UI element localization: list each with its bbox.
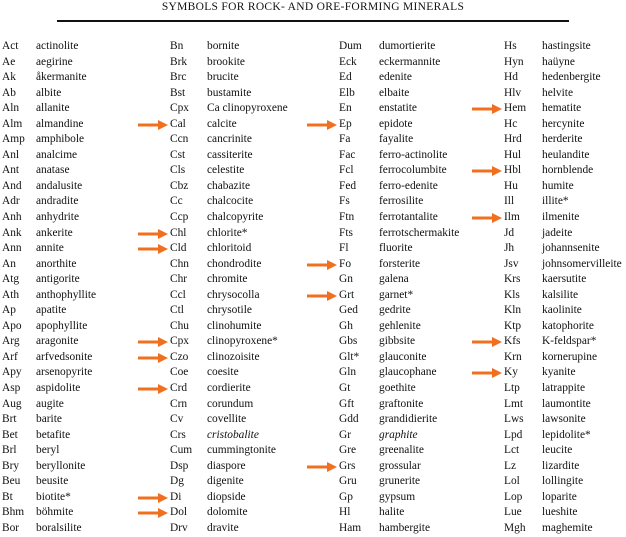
mineral-name: covellite [207,413,247,426]
mineral-symbol: Lpd [504,428,523,441]
mineral-symbol: Gp [339,490,353,503]
mineral-name: hedenbergite [542,71,601,84]
mineral-symbol: Drv [170,521,188,534]
mineral-symbol: Hbl [504,164,522,177]
mineral-symbol: Gh [339,319,353,332]
mineral-symbol: Fl [339,242,349,255]
mineral-symbol: Glt* [339,350,360,363]
mineral-symbol: Gn [339,273,353,286]
highlight-arrow-icon [307,260,337,270]
mineral-name: kyanite [542,366,576,379]
mineral-symbol: Hlv [504,86,522,99]
mineral-name: fayalite [379,133,414,146]
mineral-name: ferrosilite [379,195,424,208]
mineral-symbol: Ann [2,242,22,255]
mineral-symbol: Jh [504,242,515,255]
mineral-symbol: Anl [2,148,20,161]
mineral-symbol: Kln [504,304,522,317]
mineral-name: graftonite [379,397,424,410]
mineral-name: åkermanite [36,71,87,84]
mineral-symbol: Ctl [170,304,184,317]
mineral-symbol: Cv [170,413,184,426]
mineral-name: gibbsite [379,335,416,348]
mineral-symbol: Hrd [504,133,522,146]
mineral-name: andradite [36,195,79,208]
mineral-name: ferro-edenite [379,179,438,192]
mineral-symbol: Ky [504,366,518,379]
mineral-symbol: Bet [2,428,18,441]
mineral-symbol: Grs [339,459,356,472]
highlight-arrow-icon [138,384,168,394]
mineral-name: annite [36,242,64,255]
page-title: SYMBOLS FOR ROCK- AND ORE-FORMING MINERALS [161,1,465,13]
mineral-name: cancrinite [207,133,252,146]
mineral-name: goethite [379,382,416,395]
mineral-name: chalcocite [207,195,254,208]
mineral-symbol: Jd [504,226,515,239]
mineral-name: arfvedsonite [36,350,93,363]
mineral-symbol: Gft [339,397,355,410]
mineral-symbol: Hd [504,71,518,84]
mineral-name: K-feldspar* [542,335,597,348]
mineral-name: amphibole [36,133,85,146]
mineral-symbol: Crd [170,382,188,395]
mineral-symbol: Ktp [504,319,522,332]
mineral-symbol: Arg [2,335,20,348]
mineral-name: anatase [36,164,70,177]
mineral-symbol: Fo [339,257,352,270]
highlight-arrow-icon [307,462,337,472]
mineral-name: ferro-actinolite [379,148,448,161]
mineral-name: clinozoisite [207,350,260,363]
mineral-name: brucite [207,71,239,84]
mineral-symbol: Gru [339,475,357,488]
mineral-name: maghemite [542,521,593,534]
mineral-name: eckermannite [379,55,441,68]
mineral-symbol: Atg [2,273,20,286]
mineral-symbol: Bor [2,521,20,534]
mineral-symbol: Beu [2,475,21,488]
mineral-name: diopside [207,490,246,503]
mineral-symbol: Ath [2,288,20,301]
mineral-symbol: Aug [2,397,22,410]
mineral-symbol: And [2,179,22,192]
mineral-name: bustamite [207,86,252,99]
mineral-name: dravite [207,521,239,534]
mineral-name: lawsonite [542,413,586,426]
mineral-symbol: Kfs [504,335,521,348]
mineral-symbol: Di [170,490,182,503]
mineral-symbol: Ank [2,226,22,239]
mineral-symbol: Cpx [170,335,189,348]
mineral-name: humite [542,179,574,192]
mineral-name: cummingtonite [207,444,276,457]
mineral-symbol: Ed [339,71,352,84]
mineral-name: almandine [36,117,84,130]
mineral-name: corundum [207,397,254,410]
mineral-symbol: Lct [504,444,520,457]
mineral-symbol: Ant [2,164,20,177]
mineral-name: allanite [36,102,70,115]
mineral-symbol: Act [2,40,19,52]
mineral-symbol: Dg [170,475,184,488]
mineral-name: beusite [36,475,69,488]
mineral-name: grandidierite [379,413,438,426]
mineral-symbol: Chl [170,226,187,239]
mineral-name: chrysotile [207,304,252,317]
mineral-name: actinolite [36,40,79,52]
mineral-name: graphite [379,428,418,441]
mineral-symbol: Chn [170,257,189,270]
mineral-symbol: Hyn [504,55,524,68]
mineral-name: chlorite* [207,226,248,239]
mineral-name: dumortierite [379,40,436,52]
mineral-name: halite [379,506,405,519]
mineral-symbol: Hl [339,506,351,519]
mineral-symbol: Cal [170,117,186,130]
highlight-arrow-icon [472,213,502,223]
mineral-name: antigorite [36,273,80,286]
mineral-name: grossular [379,459,421,472]
mineral-name: grunerite [379,475,421,488]
mineral-name: hambergite [379,521,431,534]
mineral-symbol: An [2,257,16,270]
mineral-symbol: Ged [339,304,358,317]
mineral-symbol: Elb [339,86,355,99]
mineral-name: augite [36,397,64,410]
mineral-symbol: Cpx [170,102,189,115]
mineral-name: andalusite [36,179,83,192]
mineral-symbol: Brc [170,71,187,84]
mineral-name: kornerupine [542,350,598,363]
mineral-name: herderite [542,133,583,146]
mineral-symbol: En [339,102,352,115]
mineral-name: digenite [207,475,244,488]
mineral-symbol: Cld [170,242,187,255]
highlight-arrow-icon [138,244,168,254]
mineral-symbol: Aln [2,102,20,115]
mineral-symbol: Lmt [504,397,523,410]
mineral-name: heulandite [542,148,590,161]
mineral-symbol: Czo [170,350,189,363]
highlight-arrow-icon [138,508,168,518]
mineral-symbol: Fa [339,133,351,146]
mineral-symbol: Hem [504,102,527,115]
mineral-symbol: Hc [504,117,518,130]
mineral-symbol: Cls [170,164,186,177]
mineral-symbol: Eck [339,55,357,68]
mineral-symbol: Gt [339,382,351,395]
mineral-name: greenalite [379,444,424,457]
mineral-symbol: Lws [504,413,524,426]
mineral-symbol: Dol [170,506,188,519]
mineral-name: coesite [207,366,239,379]
mineral-symbol: Bt [2,490,13,503]
mineral-symbol: Ep [339,117,352,130]
mineral-name: gedrite [379,304,411,317]
mineral-name: chloritoid [207,242,252,255]
mineral-symbol: Coe [170,366,189,379]
mineral-symbol: Fcl [339,164,354,177]
mineral-symbol: Chu [170,319,189,332]
mineral-name: glauconite [379,350,427,363]
mineral-name: johannsenite [542,242,600,255]
mineral-name: anorthite [36,257,77,270]
mineral-symbol: Hs [504,40,517,52]
mineral-symbol: Ab [2,86,16,99]
mineral-name: lepidolite* [542,428,591,441]
mineral-symbol: Ak [2,71,16,84]
mineral-symbol: Amp [2,133,25,146]
mineral-name: ilmenite [542,211,580,224]
highlight-arrow-icon [307,291,337,301]
mineral-symbol: Fac [339,148,356,161]
mineral-symbol: Krn [504,350,522,363]
mineral-symbol: Kls [504,288,520,301]
mineral-name: betafite [36,428,71,441]
mineral-name: fluorite [379,242,413,255]
mineral-name: jadeite [542,226,573,239]
mineral-symbol: Dum [339,40,362,52]
mineral-symbol: Fed [339,179,357,192]
mineral-symbol: Cum [170,444,193,457]
mineral-symbol: Ilm [504,211,520,224]
mineral-symbol: Bry [2,459,20,472]
mineral-symbol: Bhm [2,506,25,519]
mineral-name: anhydrite [36,211,80,224]
highlight-arrow-icon [138,120,168,130]
mineral-symbol: Ham [339,521,362,534]
mineral-symbol: Alm [2,117,23,130]
mineral-symbol: Bst [170,86,186,99]
mineral-symbol: Arf [2,350,18,363]
mineral-name: beryllonite [36,459,86,472]
highlight-arrow-icon [138,493,168,503]
mineral-symbol: Hu [504,179,518,192]
mineral-symbol: Cc [170,195,183,208]
mineral-symbol: Lue [504,506,522,519]
mineral-symbol: Adr [2,195,20,208]
mineral-name: apophyllite [36,319,88,332]
mineral-name: ferrotschermakite [379,226,460,239]
mineral-name: böhmite [36,506,74,519]
mineral-symbol: Gbs [339,335,358,348]
mineral-symbol: Gln [339,366,357,379]
mineral-name: illite* [542,195,569,208]
mineral-symbol: Ccp [170,211,189,224]
mineral-symbol: Fs [339,195,350,208]
mineral-name: latrappite [542,382,586,395]
mineral-name: katophorite [542,319,594,332]
mineral-symbol: Fts [339,226,353,239]
mineral-symbol: Gdd [339,413,359,426]
mineral-name: forsterite [379,257,421,270]
highlight-arrow-icon [472,166,502,176]
mineral-symbol: Ill [504,195,515,208]
mineral-name: hercynite [542,117,585,130]
mineral-name: gehlenite [379,319,421,332]
mineral-name: beryl [36,444,60,457]
mineral-name: galena [379,273,409,286]
mineral-name: leucite [542,444,573,457]
mineral-symbol: Apy [2,366,22,379]
mineral-name: kaolinite [542,304,582,317]
mineral-name: epidote [379,117,413,130]
mineral-name: aegirine [36,55,73,68]
highlight-arrow-icon [307,120,337,130]
mineral-name: kaersutite [542,273,587,286]
mineral-name: ferrotantalite [379,211,438,224]
mineral-name: diaspore [207,459,246,472]
mineral-name: chondrodite [207,257,262,270]
mineral-symbol: Hul [504,148,522,161]
mineral-name: calcite [207,117,237,130]
mineral-name: Ca clinopyroxene [207,102,288,115]
mineral-symbol: Brt [2,413,17,426]
mineral-name: lizardite [542,459,580,472]
mineral-symbol: Lz [504,459,517,472]
highlight-arrow-icon [138,353,168,363]
mineral-name: enstatite [379,102,417,115]
mineral-name: arsenopyrite [36,366,93,379]
mineral-name: lueshite [542,506,578,519]
mineral-symbol: Brk [170,55,188,68]
mineral-name: hematite [542,102,582,115]
mineral-name: edenite [379,71,412,84]
mineral-name: aspidolite [36,382,81,395]
mineral-name: albite [36,86,62,99]
highlight-arrow-icon [472,368,502,378]
mineral-symbol: Ccn [170,133,189,146]
mineral-symbol: Cst [170,148,186,161]
mineral-name: hornblende [542,164,594,177]
mineral-name: cordierite [207,382,251,395]
mineral-name: cristobalite [207,428,259,441]
mineral-name: hastingsite [542,40,591,52]
mineral-symbol: Mgh [504,521,526,534]
mineral-name: aragonite [36,335,79,348]
mineral-symbol: Ap [2,304,16,317]
mineral-name: barite [36,413,62,426]
mineral-name: celestite [207,164,245,177]
mineral-name: biotite* [36,490,71,503]
mineral-name: ferrocolumbite [379,164,447,177]
mineral-name: johnsomervilleite [542,257,622,270]
highlight-arrow-icon [138,229,168,239]
mineral-name: laumontite [542,397,591,410]
mineral-name: dolomite [207,506,248,519]
mineral-symbol: Asp [2,382,21,395]
mineral-symbol: Ae [2,55,16,68]
mineral-name: elbaite [379,86,410,99]
mineral-symbol: Ltp [504,382,520,395]
mineral-name: apatite [36,304,67,317]
mineral-name: brookite [207,55,245,68]
highlight-arrow-icon [472,104,502,114]
mineral-name: garnet* [379,288,414,301]
mineral-symbol: Chr [170,273,188,286]
mineral-symbol: Grt [339,288,355,301]
mineral-symbol: Crn [170,397,188,410]
mineral-symbol: Anh [2,211,22,224]
mineral-name: ankerite [36,226,73,239]
mineral-name: chrysocolla [207,288,260,301]
mineral-symbol: Gre [339,444,357,457]
mineral-name: gypsum [379,490,416,503]
mineral-symbol: Gr [339,428,352,441]
mineral-symbol: Lop [504,490,523,503]
mineral-name: kalsilite [542,288,579,301]
mineral-name: bornite [207,40,240,52]
mineral-symbol: Jsv [504,257,519,270]
title-rule [57,20,569,22]
mineral-name: clinopyroxene* [207,335,278,348]
mineral-name: glaucophane [379,366,437,379]
mineral-symbol: Cbz [170,179,189,192]
mineral-name: analcime [36,148,78,161]
mineral-name: helvite [542,86,573,99]
mineral-symbol: Apo [2,319,22,332]
mineral-symbol: Ftn [339,211,355,224]
mineral-name: anthophyllite [36,288,97,301]
mineral-name: clinohumite [207,319,262,332]
highlight-arrow-icon [472,337,502,347]
mineral-name: boralsilite [36,521,82,534]
mineral-symbol: Crs [170,428,186,441]
mineral-name: cassiterite [207,148,253,161]
mineral-symbol: Krs [504,273,521,286]
mineral-name: lollingite [542,475,584,488]
mineral-symbol: Bn [170,40,184,52]
mineral-name: loparite [542,490,577,503]
mineral-symbol: Lol [504,475,520,488]
mineral-name: chabazite [207,179,250,192]
mineral-name: haüyne [542,55,575,68]
mineral-symbol: Dsp [170,459,189,472]
highlight-arrow-icon [138,337,168,347]
mineral-name: chromite [207,273,248,286]
mineral-symbol: Ccl [170,288,186,301]
mineral-name: chalcopyrite [207,211,264,224]
mineral-symbol: Brl [2,444,17,457]
